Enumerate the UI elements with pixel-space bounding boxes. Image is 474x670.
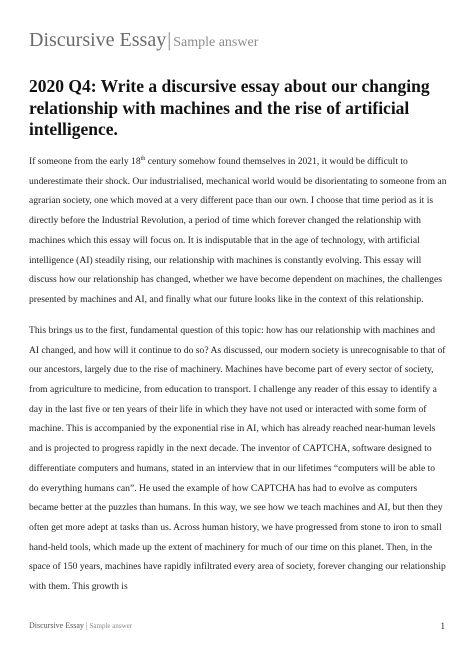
- footer-brand: Discursive Essay: [29, 621, 84, 630]
- header-brand: Discursive Essay: [29, 29, 167, 51]
- page-footer: [29, 619, 447, 633]
- footer-subtitle: Sample answer: [89, 622, 133, 630]
- paragraph-intro-rest: century somehow found themselves in 2021, it would be difficult to underestimate their shock. Our industrialised, mechanical world would be disorientating to someone from an agrarian society, one which moved at a very different pace than our own. I choose that time period as it is directly before the Industrial Revolution, a period of time which forever changed the relationship with machines which this essay will focus on. It is indisputable that in the age of technology, with artificial intelligence (AI) steadily rising, our relationship with machines is constantly evolving. This essay will discuss how our relationship has changed, whether we have become dependent on machines, the challenges presented by machines and AI, and finally what our future looks like in the context of this relationship.: [29, 156, 447, 305]
- footer-separator: |: [85, 621, 88, 630]
- paragraph-intro: [29, 152, 447, 310]
- page-header: [29, 27, 449, 56]
- paragraph-intro-lead: If someone from the early 18: [29, 156, 141, 167]
- page-number: 1: [440, 621, 445, 631]
- header-separator: |: [167, 29, 172, 51]
- paragraph-relationship: This brings us to the first, fundamental question of this topic: how has our relationship with machines and AI changed, and how will it continue to do so? As discussed, our modern society is unrecognisable to that of our ancestors, largely due to the rise of machinery. Machines have become part of every sector of society, from agriculture to medicine, from education to transport. I challenge any reader of this essay to identify a day in the last five or ten years of their life in which they have not used or interacted with some form of machine. This is accompanied by the exponential rise in AI, which has already reached near-human levels and is projected to progress rapidly in the next decade. The inventor of CAPTCHA, software designed to differentiate computers and humans, stated in an interview that in our lifetimes “computers will be able to do everything humans can”. He used the example of how CAPTCHA has had to evolve as computers became better at the puzzles than humans. In this way, we see how we teach machines and AI, but then they often get more adept at tasks than us. Across human history, we have progressed from stone to iron to small hand-held tools, which made up the extent of machinery for much of our time on this planet. Then, in the space of 150 years, machines have rapidly infiltrated every area of society, forever changing our relationship with them. This growth is: [29, 324, 446, 593]
- ordinal-suffix: th: [140, 155, 146, 162]
- header-subtitle: Sample answer: [173, 35, 259, 50]
- essay-title: 2020 Q4: Write a discursive essay about our changing relationship with machines and the rise of artificial intelligence.: [29, 76, 430, 139]
- essay-body: [29, 152, 447, 608]
